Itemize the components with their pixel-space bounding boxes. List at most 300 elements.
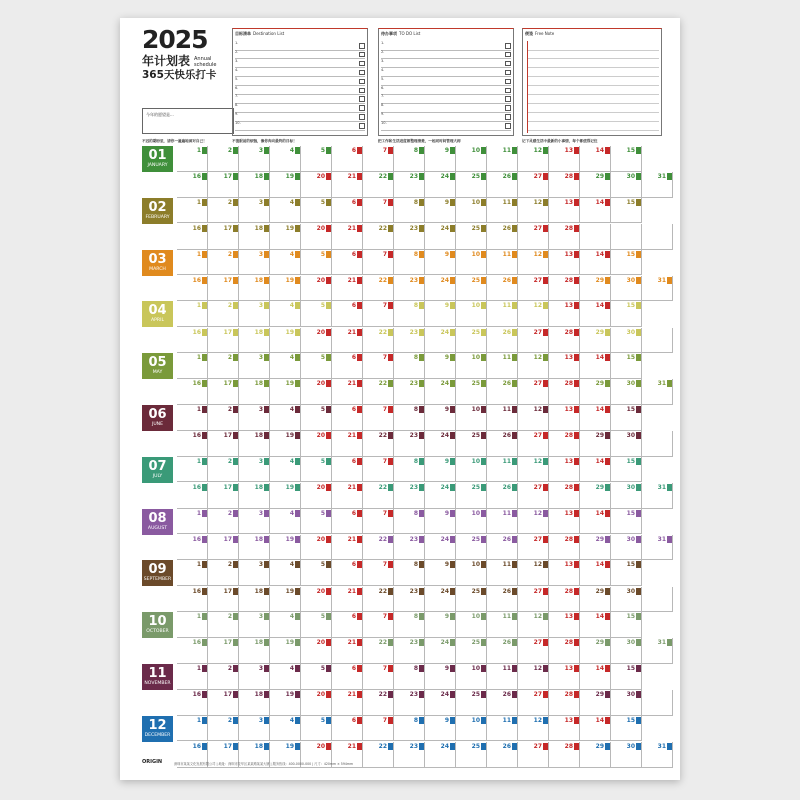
day-cell[interactable] <box>332 250 363 276</box>
day-cell[interactable] <box>642 587 673 613</box>
day-cell[interactable] <box>301 172 332 198</box>
day-cell[interactable] <box>270 250 301 276</box>
day-cell[interactable] <box>549 379 580 405</box>
day-cell[interactable] <box>394 146 425 172</box>
day-cell[interactable] <box>177 328 208 354</box>
day-cell[interactable] <box>487 483 518 509</box>
day-cell[interactable] <box>332 276 363 302</box>
day-cell[interactable] <box>425 405 456 431</box>
day-cell[interactable] <box>611 224 642 250</box>
day-cell[interactable] <box>208 301 239 327</box>
checkbox[interactable] <box>359 70 365 76</box>
day-cell[interactable] <box>611 612 642 638</box>
day-cell[interactable] <box>177 535 208 561</box>
day-cell[interactable] <box>518 301 549 327</box>
day-cell[interactable] <box>425 301 456 327</box>
day-cell[interactable] <box>363 250 394 276</box>
checkbox[interactable] <box>505 88 511 94</box>
day-cell[interactable] <box>301 276 332 302</box>
day-cell[interactable] <box>518 509 549 535</box>
day-cell[interactable] <box>518 250 549 276</box>
day-cell[interactable] <box>580 276 611 302</box>
day-cell[interactable] <box>208 224 239 250</box>
day-cell[interactable] <box>239 587 270 613</box>
day-cell[interactable] <box>580 379 611 405</box>
day-cell[interactable] <box>456 353 487 379</box>
day-cell[interactable] <box>270 353 301 379</box>
day-cell[interactable] <box>580 638 611 664</box>
day-cell[interactable] <box>425 535 456 561</box>
day-cell[interactable] <box>270 638 301 664</box>
day-cell[interactable] <box>611 172 642 198</box>
day-cell[interactable] <box>580 535 611 561</box>
day-cell[interactable] <box>456 172 487 198</box>
day-cell[interactable] <box>580 483 611 509</box>
day-cell[interactable] <box>177 509 208 535</box>
day-cell[interactable] <box>518 379 549 405</box>
day-cell[interactable] <box>239 250 270 276</box>
day-cell[interactable] <box>611 483 642 509</box>
day-cell[interactable] <box>177 224 208 250</box>
day-cell[interactable] <box>487 690 518 716</box>
day-cell[interactable] <box>580 509 611 535</box>
day-cell[interactable] <box>239 560 270 586</box>
day-cell[interactable] <box>580 457 611 483</box>
day-cell[interactable] <box>208 250 239 276</box>
day-cell[interactable] <box>549 457 580 483</box>
day-cell[interactable] <box>301 587 332 613</box>
day-cell[interactable] <box>332 301 363 327</box>
day-cell[interactable] <box>518 198 549 224</box>
day-cell[interactable] <box>177 612 208 638</box>
day-cell[interactable] <box>394 224 425 250</box>
day-cell[interactable] <box>549 638 580 664</box>
day-cell[interactable] <box>301 483 332 509</box>
day-cell[interactable] <box>208 276 239 302</box>
day-cell[interactable] <box>270 612 301 638</box>
day-cell[interactable] <box>456 509 487 535</box>
day-cell[interactable] <box>487 509 518 535</box>
checkbox[interactable] <box>359 79 365 85</box>
day-cell[interactable] <box>394 509 425 535</box>
day-cell[interactable] <box>270 198 301 224</box>
day-cell[interactable] <box>208 483 239 509</box>
day-cell[interactable] <box>642 535 673 561</box>
checkbox[interactable] <box>505 61 511 67</box>
day-cell[interactable] <box>363 638 394 664</box>
day-cell[interactable] <box>642 431 673 457</box>
day-cell[interactable] <box>177 353 208 379</box>
day-cell[interactable] <box>642 638 673 664</box>
day-cell[interactable] <box>456 405 487 431</box>
day-cell[interactable] <box>580 224 611 250</box>
day-cell[interactable] <box>549 612 580 638</box>
day-cell[interactable] <box>642 276 673 302</box>
day-cell[interactable] <box>487 172 518 198</box>
day-cell[interactable] <box>239 690 270 716</box>
day-cell[interactable] <box>487 379 518 405</box>
day-cell[interactable] <box>642 690 673 716</box>
checkbox[interactable] <box>359 114 365 120</box>
day-cell[interactable] <box>487 405 518 431</box>
day-cell[interactable] <box>332 535 363 561</box>
day-cell[interactable] <box>611 457 642 483</box>
list-line[interactable] <box>381 121 511 131</box>
day-cell[interactable] <box>456 587 487 613</box>
day-cell[interactable] <box>518 612 549 638</box>
day-cell[interactable] <box>456 276 487 302</box>
day-cell[interactable] <box>611 353 642 379</box>
day-cell[interactable] <box>425 457 456 483</box>
day-cell[interactable] <box>177 146 208 172</box>
day-cell[interactable] <box>239 612 270 638</box>
day-cell[interactable] <box>239 509 270 535</box>
day-cell[interactable] <box>332 560 363 586</box>
day-cell[interactable] <box>208 146 239 172</box>
day-cell[interactable] <box>208 405 239 431</box>
day-cell[interactable] <box>487 612 518 638</box>
day-cell[interactable] <box>611 587 642 613</box>
day-cell[interactable] <box>332 172 363 198</box>
day-cell[interactable] <box>332 198 363 224</box>
day-cell[interactable] <box>456 638 487 664</box>
day-cell[interactable] <box>270 276 301 302</box>
day-cell[interactable] <box>518 664 549 690</box>
day-cell[interactable] <box>580 716 611 742</box>
day-cell[interactable] <box>301 560 332 586</box>
day-cell[interactable] <box>208 638 239 664</box>
day-cell[interactable] <box>580 172 611 198</box>
day-cell[interactable] <box>208 560 239 586</box>
checkbox[interactable] <box>505 43 511 49</box>
day-cell[interactable] <box>456 535 487 561</box>
day-cell[interactable] <box>394 250 425 276</box>
day-cell[interactable] <box>363 301 394 327</box>
day-cell[interactable] <box>580 146 611 172</box>
day-cell[interactable] <box>549 353 580 379</box>
day-cell[interactable] <box>642 224 673 250</box>
day-cell[interactable] <box>487 250 518 276</box>
day-cell[interactable] <box>487 560 518 586</box>
day-cell[interactable] <box>332 457 363 483</box>
day-cell[interactable] <box>177 405 208 431</box>
day-cell[interactable] <box>332 224 363 250</box>
checkbox[interactable] <box>505 79 511 85</box>
day-cell[interactable] <box>456 224 487 250</box>
day-cell[interactable] <box>239 664 270 690</box>
day-cell[interactable] <box>363 431 394 457</box>
day-cell[interactable] <box>425 664 456 690</box>
day-cell[interactable] <box>239 457 270 483</box>
day-cell[interactable] <box>208 328 239 354</box>
day-cell[interactable] <box>549 535 580 561</box>
day-cell[interactable] <box>332 483 363 509</box>
checkbox[interactable] <box>505 123 511 129</box>
day-cell[interactable] <box>456 250 487 276</box>
day-cell[interactable] <box>363 457 394 483</box>
day-cell[interactable] <box>363 560 394 586</box>
day-cell[interactable] <box>363 664 394 690</box>
day-cell[interactable] <box>363 379 394 405</box>
wish-box[interactable] <box>142 108 234 134</box>
day-cell[interactable] <box>177 431 208 457</box>
day-cell[interactable] <box>487 431 518 457</box>
day-cell[interactable] <box>177 560 208 586</box>
day-cell[interactable] <box>363 716 394 742</box>
day-cell[interactable] <box>332 587 363 613</box>
day-cell[interactable] <box>549 146 580 172</box>
day-cell[interactable] <box>301 612 332 638</box>
day-cell[interactable] <box>456 483 487 509</box>
day-cell[interactable] <box>394 328 425 354</box>
day-cell[interactable] <box>456 431 487 457</box>
day-cell[interactable] <box>487 638 518 664</box>
day-cell[interactable] <box>270 328 301 354</box>
day-cell[interactable] <box>487 146 518 172</box>
day-cell[interactable] <box>177 716 208 742</box>
day-cell[interactable] <box>363 612 394 638</box>
day-cell[interactable] <box>549 328 580 354</box>
day-cell[interactable] <box>611 535 642 561</box>
day-cell[interactable] <box>301 457 332 483</box>
checkbox[interactable] <box>505 52 511 58</box>
day-cell[interactable] <box>425 560 456 586</box>
day-cell[interactable] <box>301 690 332 716</box>
day-cell[interactable] <box>208 587 239 613</box>
day-cell[interactable] <box>518 483 549 509</box>
day-cell[interactable] <box>239 431 270 457</box>
checkbox[interactable] <box>359 52 365 58</box>
day-cell[interactable] <box>208 690 239 716</box>
day-cell[interactable] <box>332 638 363 664</box>
list-line[interactable] <box>235 121 365 131</box>
day-cell[interactable] <box>394 405 425 431</box>
day-cell[interactable] <box>518 535 549 561</box>
day-cell[interactable] <box>270 457 301 483</box>
day-cell[interactable] <box>487 587 518 613</box>
day-cell[interactable] <box>611 379 642 405</box>
checkbox[interactable] <box>505 70 511 76</box>
day-cell[interactable] <box>611 716 642 742</box>
day-cell[interactable] <box>456 690 487 716</box>
day-cell[interactable] <box>301 250 332 276</box>
day-cell[interactable] <box>177 198 208 224</box>
day-cell[interactable] <box>332 379 363 405</box>
day-cell[interactable] <box>301 379 332 405</box>
day-cell[interactable] <box>580 353 611 379</box>
day-cell[interactable] <box>518 587 549 613</box>
day-cell[interactable] <box>239 379 270 405</box>
day-cell[interactable] <box>332 509 363 535</box>
day-cell[interactable] <box>301 535 332 561</box>
day-cell[interactable] <box>611 250 642 276</box>
day-cell[interactable] <box>549 664 580 690</box>
day-cell[interactable] <box>394 483 425 509</box>
day-cell[interactable] <box>177 690 208 716</box>
day-cell[interactable] <box>301 431 332 457</box>
day-cell[interactable] <box>611 301 642 327</box>
day-cell[interactable] <box>239 172 270 198</box>
day-cell[interactable] <box>177 457 208 483</box>
day-cell[interactable] <box>394 612 425 638</box>
day-cell[interactable] <box>363 405 394 431</box>
day-cell[interactable] <box>301 328 332 354</box>
day-cell[interactable] <box>642 379 673 405</box>
day-cell[interactable] <box>270 483 301 509</box>
day-cell[interactable] <box>549 276 580 302</box>
day-cell[interactable] <box>611 664 642 690</box>
day-cell[interactable] <box>208 198 239 224</box>
day-cell[interactable] <box>363 198 394 224</box>
day-cell[interactable] <box>425 250 456 276</box>
day-cell[interactable] <box>239 328 270 354</box>
day-cell[interactable] <box>301 716 332 742</box>
day-cell[interactable] <box>270 405 301 431</box>
day-cell[interactable] <box>270 146 301 172</box>
day-cell[interactable] <box>549 509 580 535</box>
day-cell[interactable] <box>456 146 487 172</box>
day-cell[interactable] <box>487 457 518 483</box>
day-cell[interactable] <box>208 172 239 198</box>
day-cell[interactable] <box>177 172 208 198</box>
day-cell[interactable] <box>301 509 332 535</box>
day-cell[interactable] <box>394 276 425 302</box>
day-cell[interactable] <box>177 276 208 302</box>
day-cell[interactable] <box>518 224 549 250</box>
day-cell[interactable] <box>394 198 425 224</box>
day-cell[interactable] <box>518 146 549 172</box>
day-cell[interactable] <box>177 250 208 276</box>
day-cell[interactable] <box>177 483 208 509</box>
day-cell[interactable] <box>549 250 580 276</box>
day-cell[interactable] <box>642 328 673 354</box>
day-cell[interactable] <box>456 328 487 354</box>
day-cell[interactable] <box>487 224 518 250</box>
day-cell[interactable] <box>239 224 270 250</box>
day-cell[interactable] <box>363 276 394 302</box>
day-cell[interactable] <box>487 328 518 354</box>
day-cell[interactable] <box>270 509 301 535</box>
day-cell[interactable] <box>425 328 456 354</box>
day-cell[interactable] <box>580 560 611 586</box>
day-cell[interactable] <box>270 224 301 250</box>
day-cell[interactable] <box>332 431 363 457</box>
day-cell[interactable] <box>270 301 301 327</box>
checkbox[interactable] <box>505 105 511 111</box>
day-cell[interactable] <box>425 638 456 664</box>
day-cell[interactable] <box>611 198 642 224</box>
day-cell[interactable] <box>580 198 611 224</box>
day-cell[interactable] <box>549 690 580 716</box>
day-cell[interactable] <box>332 328 363 354</box>
day-cell[interactable] <box>177 301 208 327</box>
day-cell[interactable] <box>487 716 518 742</box>
day-cell[interactable] <box>549 198 580 224</box>
day-cell[interactable] <box>239 301 270 327</box>
day-cell[interactable] <box>425 509 456 535</box>
day-cell[interactable] <box>518 716 549 742</box>
day-cell[interactable] <box>518 431 549 457</box>
day-cell[interactable] <box>394 587 425 613</box>
day-cell[interactable] <box>208 716 239 742</box>
checkbox[interactable] <box>505 114 511 120</box>
day-cell[interactable] <box>239 405 270 431</box>
day-cell[interactable] <box>487 664 518 690</box>
day-cell[interactable] <box>425 146 456 172</box>
day-cell[interactable] <box>518 638 549 664</box>
day-cell[interactable] <box>301 301 332 327</box>
day-cell[interactable] <box>456 560 487 586</box>
day-cell[interactable] <box>363 172 394 198</box>
day-cell[interactable] <box>301 146 332 172</box>
day-cell[interactable] <box>518 690 549 716</box>
day-cell[interactable] <box>642 172 673 198</box>
day-cell[interactable] <box>425 690 456 716</box>
day-cell[interactable] <box>239 483 270 509</box>
day-cell[interactable] <box>270 690 301 716</box>
checkbox[interactable] <box>359 96 365 102</box>
day-cell[interactable] <box>425 379 456 405</box>
day-cell[interactable] <box>642 483 673 509</box>
day-cell[interactable] <box>425 276 456 302</box>
day-cell[interactable] <box>270 535 301 561</box>
day-cell[interactable] <box>208 379 239 405</box>
day-cell[interactable] <box>425 716 456 742</box>
day-cell[interactable] <box>270 716 301 742</box>
day-cell[interactable] <box>580 664 611 690</box>
day-cell[interactable] <box>580 431 611 457</box>
day-cell[interactable] <box>456 664 487 690</box>
day-cell[interactable] <box>518 172 549 198</box>
day-cell[interactable] <box>518 328 549 354</box>
day-cell[interactable] <box>270 379 301 405</box>
day-cell[interactable] <box>177 379 208 405</box>
day-cell[interactable] <box>394 379 425 405</box>
day-cell[interactable] <box>487 276 518 302</box>
day-cell[interactable] <box>270 587 301 613</box>
day-cell[interactable] <box>549 431 580 457</box>
day-cell[interactable] <box>456 301 487 327</box>
day-cell[interactable] <box>239 716 270 742</box>
day-cell[interactable] <box>177 664 208 690</box>
day-cell[interactable] <box>270 172 301 198</box>
day-cell[interactable] <box>518 560 549 586</box>
day-cell[interactable] <box>580 405 611 431</box>
day-cell[interactable] <box>332 664 363 690</box>
day-cell[interactable] <box>518 457 549 483</box>
checkbox[interactable] <box>359 43 365 49</box>
day-cell[interactable] <box>611 146 642 172</box>
day-cell[interactable] <box>332 716 363 742</box>
day-cell[interactable] <box>208 612 239 638</box>
day-cell[interactable] <box>208 535 239 561</box>
day-cell[interactable] <box>580 690 611 716</box>
day-cell[interactable] <box>363 353 394 379</box>
day-cell[interactable] <box>425 612 456 638</box>
day-cell[interactable] <box>549 301 580 327</box>
day-cell[interactable] <box>580 587 611 613</box>
day-cell[interactable] <box>301 198 332 224</box>
day-cell[interactable] <box>208 431 239 457</box>
day-cell[interactable] <box>456 198 487 224</box>
day-cell[interactable] <box>363 509 394 535</box>
day-cell[interactable] <box>487 198 518 224</box>
day-cell[interactable] <box>611 405 642 431</box>
checkbox[interactable] <box>359 88 365 94</box>
day-cell[interactable] <box>580 301 611 327</box>
day-cell[interactable] <box>425 587 456 613</box>
day-cell[interactable] <box>580 250 611 276</box>
